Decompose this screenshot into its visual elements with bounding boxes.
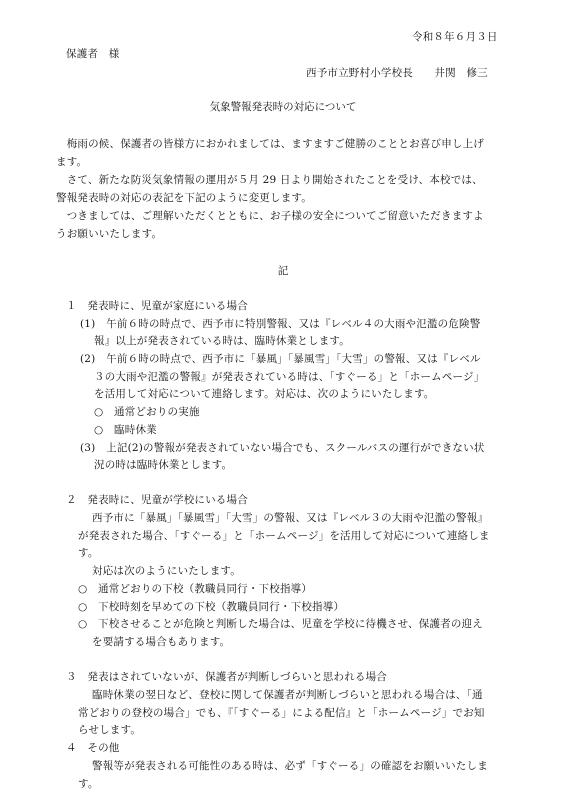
section1-line: (1) 午前６時の時点で、西予市に特別警報、又は『レベル４の大雨や氾濫の危険警 <box>80 318 481 330</box>
ki-marker: 記 <box>277 265 289 277</box>
intro-line: うお願いいたします。 <box>56 228 163 240</box>
section3-line: 臨時休業の翌日など、登校に関して保護者が判断しづらいと思われる場合は、「通 <box>92 689 483 701</box>
intro-line: さて、新たな防災気象情報の運用が５月 29 日より開始されたことを受け、本校では、 <box>56 174 483 186</box>
recipient-line: 保護者 様 <box>66 48 120 60</box>
section4-line: す。 <box>78 778 99 790</box>
section2-line: 対応は次のようにいたします。 <box>92 565 241 577</box>
section2-line: ○ 下校させることが危険と判断した場合は、児童を学校に待機させ、保護者の迎え <box>78 618 483 630</box>
section1-line: (3) 上記(2)の警報が発表されていない場合でも、スクールバスの運行ができない状 <box>80 442 485 454</box>
section2-line: ○ 下校時刻を早めての下校（教職員同行・下校指導） <box>78 601 345 613</box>
section3-line: 常どおりの登校の場合」でも、『「すぐーる」による配信』と「ホームページ」でお知 <box>78 707 485 719</box>
section2-line: す。 <box>78 547 99 559</box>
section4-heading: ４ その他 <box>66 742 120 754</box>
intro-line: 警報発表時の対応の表記を下記のように変更します。 <box>56 192 312 204</box>
section1-line: ○ 通常どおりの実施 <box>94 406 200 418</box>
section2-line: ○ 通常どおりの下校（教職員同行・下校指導） <box>78 583 313 595</box>
section3-heading: ３ 発表はされていないが、保護者が判断しづらいと思われる場合 <box>66 671 387 683</box>
section1-line: ３の大雨や氾濫の警報』が発表されている時は、「すぐーる」と「ホームページ」 <box>94 371 485 383</box>
section3-line: らせします。 <box>78 724 142 736</box>
intro-line: ます。 <box>56 156 88 168</box>
section1-line: (2) 午前６時の時点で、西予市に「暴風」「暴風雪」「大雪」の警報、又は『レベル <box>80 353 481 365</box>
intro-line: 梅雨の候、保護者の皆様方におかれましては、ますますご健勝のこととお喜び申し上げ <box>56 138 484 150</box>
document-title: 気象警報発表時の対応について <box>209 101 357 113</box>
section1-line: ○ 臨時休業 <box>94 424 157 436</box>
sender-line: 西予市立野村小学校長 井関 修三 <box>306 67 488 79</box>
section1-line: 況の時は臨時休業とします。 <box>94 459 233 471</box>
section1-line: を活用して対応について連絡します。対応は、次のようにいたします。 <box>94 388 435 400</box>
section2-line: が発表された場合、「すぐーる」と「ホームページ」を活用して対応について連絡しま <box>78 530 490 542</box>
section4-line: 警報等が発表される可能性のある時は、必ず「すぐーる」の確認をお願いいたしま <box>92 760 488 772</box>
section2-line: 西予市に「暴風」「暴風雪」「大雪」の警報、又は『レベル３の大雨や氾濫の警報』 <box>92 512 489 524</box>
document-date: 令和８年６月３日 <box>412 31 498 43</box>
section2-heading: ２ 発表時に、児童が学校にいる場合 <box>66 494 248 506</box>
section1-heading: １ 発表時に、児童が家庭にいる場合 <box>66 300 248 312</box>
intro-line: つきましては、ご理解いただくとともに、お子様の安全についてご留意いただきますよ <box>56 210 484 222</box>
section1-line: 報』以上が発表されている時は、臨時休業とします。 <box>94 335 350 347</box>
section2-line: を要請する場合もあります。 <box>92 636 231 648</box>
